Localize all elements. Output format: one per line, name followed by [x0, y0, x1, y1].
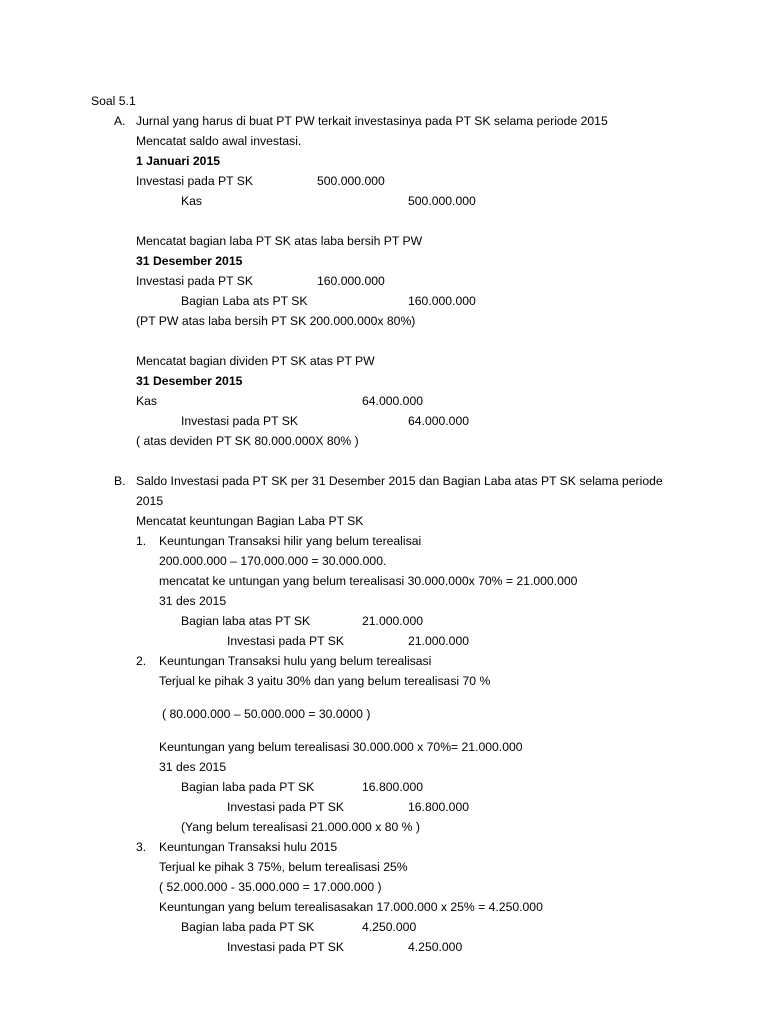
item-2-title: Keuntungan Transaksi hulu yang belum terealisasi: [159, 654, 432, 668]
journal-3-debit-amount: 64.000.000: [362, 394, 423, 408]
item-1-number: 1.: [136, 534, 147, 548]
item-1-calculation: 200.000.000 – 170.000.000 = 30.000.000.: [159, 554, 387, 568]
journal-2-note: (PT PW atas laba bersih PT SK 200.000.000x 80%): [136, 314, 416, 328]
section-a-marker: A.: [114, 114, 126, 128]
item-1-debit-account: Bagian laba atas PT SK: [181, 614, 311, 628]
item-1-debit-amount: 21.000.000: [362, 614, 423, 628]
journal-1-credit-account: Kas: [181, 194, 203, 208]
journal-3-credit-amount: 64.000.000: [408, 414, 469, 428]
journal-3-debit-account: Kas: [136, 394, 158, 408]
journal-1-credit-amount: 500.000.000: [408, 194, 476, 208]
section-b-heading-line-2: 2015: [136, 494, 164, 508]
item-3-explanation: Terjual ke pihak 3 75%, belum terealisasi 25%: [159, 860, 408, 874]
item-2-credit-account: Investasi pada PT SK: [227, 800, 344, 814]
item-1-date: 31 des 2015: [159, 594, 227, 608]
journal-2-debit-amount: 160.000.000: [317, 274, 385, 288]
item-1-credit-account: Investasi pada PT SK: [227, 634, 344, 648]
journal-1-debit-amount: 500.000.000: [317, 174, 385, 188]
section-b-subheading: Mencatat keuntungan Bagian Laba PT SK: [136, 514, 364, 528]
journal-1-date: 1 Januari 2015: [136, 154, 221, 168]
item-2-calculation: ( 80.000.000 – 50.000.000 = 30.0000 ): [162, 707, 371, 721]
item-3-credit-amount: 4.250.000: [408, 940, 463, 954]
section-a-heading: Jurnal yang harus di buat PT PW terkait investasinya pada PT SK selama periode 2015: [136, 114, 608, 128]
item-3-debit-amount: 4.250.000: [362, 920, 417, 934]
item-2-debit-amount: 16.800.000: [362, 780, 423, 794]
item-3-credit-account: Investasi pada PT SK: [227, 940, 344, 954]
item-2-debit-account: Bagian laba pada PT SK: [181, 780, 315, 794]
journal-3-credit-account: Investasi pada PT SK: [181, 414, 298, 428]
journal-2-date: 31 Desember 2015: [136, 254, 243, 268]
journal-3-description: Mencatat bagian dividen PT SK atas PT PW: [136, 354, 375, 368]
item-2-date: 31 des 2015: [159, 760, 227, 774]
journal-3-date: 31 Desember 2015: [136, 374, 243, 388]
item-2-credit-amount: 16.800.000: [408, 800, 469, 814]
item-2-explanation: Terjual ke pihak 3 yaitu 30% dan yang belum terealisasi 70 %: [159, 674, 491, 688]
journal-2-credit-amount: 160.000.000: [408, 294, 476, 308]
item-2-unrealized-profit: Keuntungan yang belum terealisasi 30.000.000 x 70%= 21.000.000: [159, 740, 523, 754]
journal-2-description: Mencatat bagian laba PT SK atas laba bersih PT PW: [136, 234, 423, 248]
section-b-marker: B.: [114, 474, 126, 488]
item-1-title: Keuntungan Transaksi hilir yang belum terealisai: [159, 534, 422, 548]
document-title: Soal 5.1: [91, 94, 136, 108]
section-b-heading-line-1: Saldo Investasi pada PT SK per 31 Desember 2015 dan Bagian Laba atas PT SK selama periode: [136, 474, 663, 488]
item-3-debit-account: Bagian laba pada PT SK: [181, 920, 315, 934]
journal-1-description: Mencatat saldo awal investasi.: [136, 134, 302, 148]
journal-3-note: ( atas deviden PT SK 80.000.000X 80% ): [136, 434, 359, 448]
item-3-number: 3.: [136, 840, 147, 854]
journal-2-debit-account: Investasi pada PT SK: [136, 274, 253, 288]
journal-1-debit-account: Investasi pada PT SK: [136, 174, 253, 188]
item-2-note: (Yang belum terealisasi 21.000.000 x 80 % ): [181, 820, 420, 834]
item-1-credit-amount: 21.000.000: [408, 634, 469, 648]
item-3-calculation: ( 52.000.000 - 35.000.000 = 17.000.000 ): [159, 880, 382, 894]
journal-2-credit-account: Bagian Laba ats PT SK: [181, 294, 308, 308]
item-3-title: Keuntungan Transaksi hulu 2015: [159, 840, 338, 854]
item-2-number: 2.: [136, 654, 147, 668]
item-3-unrealized-profit: Keuntungan yang belum terealisasakan 17.000.000 x 25% = 4.250.000: [159, 900, 543, 914]
item-1-explanation: mencatat ke untungan yang belum terealisasi 30.000.000x 70% = 21.000.000: [159, 574, 578, 588]
